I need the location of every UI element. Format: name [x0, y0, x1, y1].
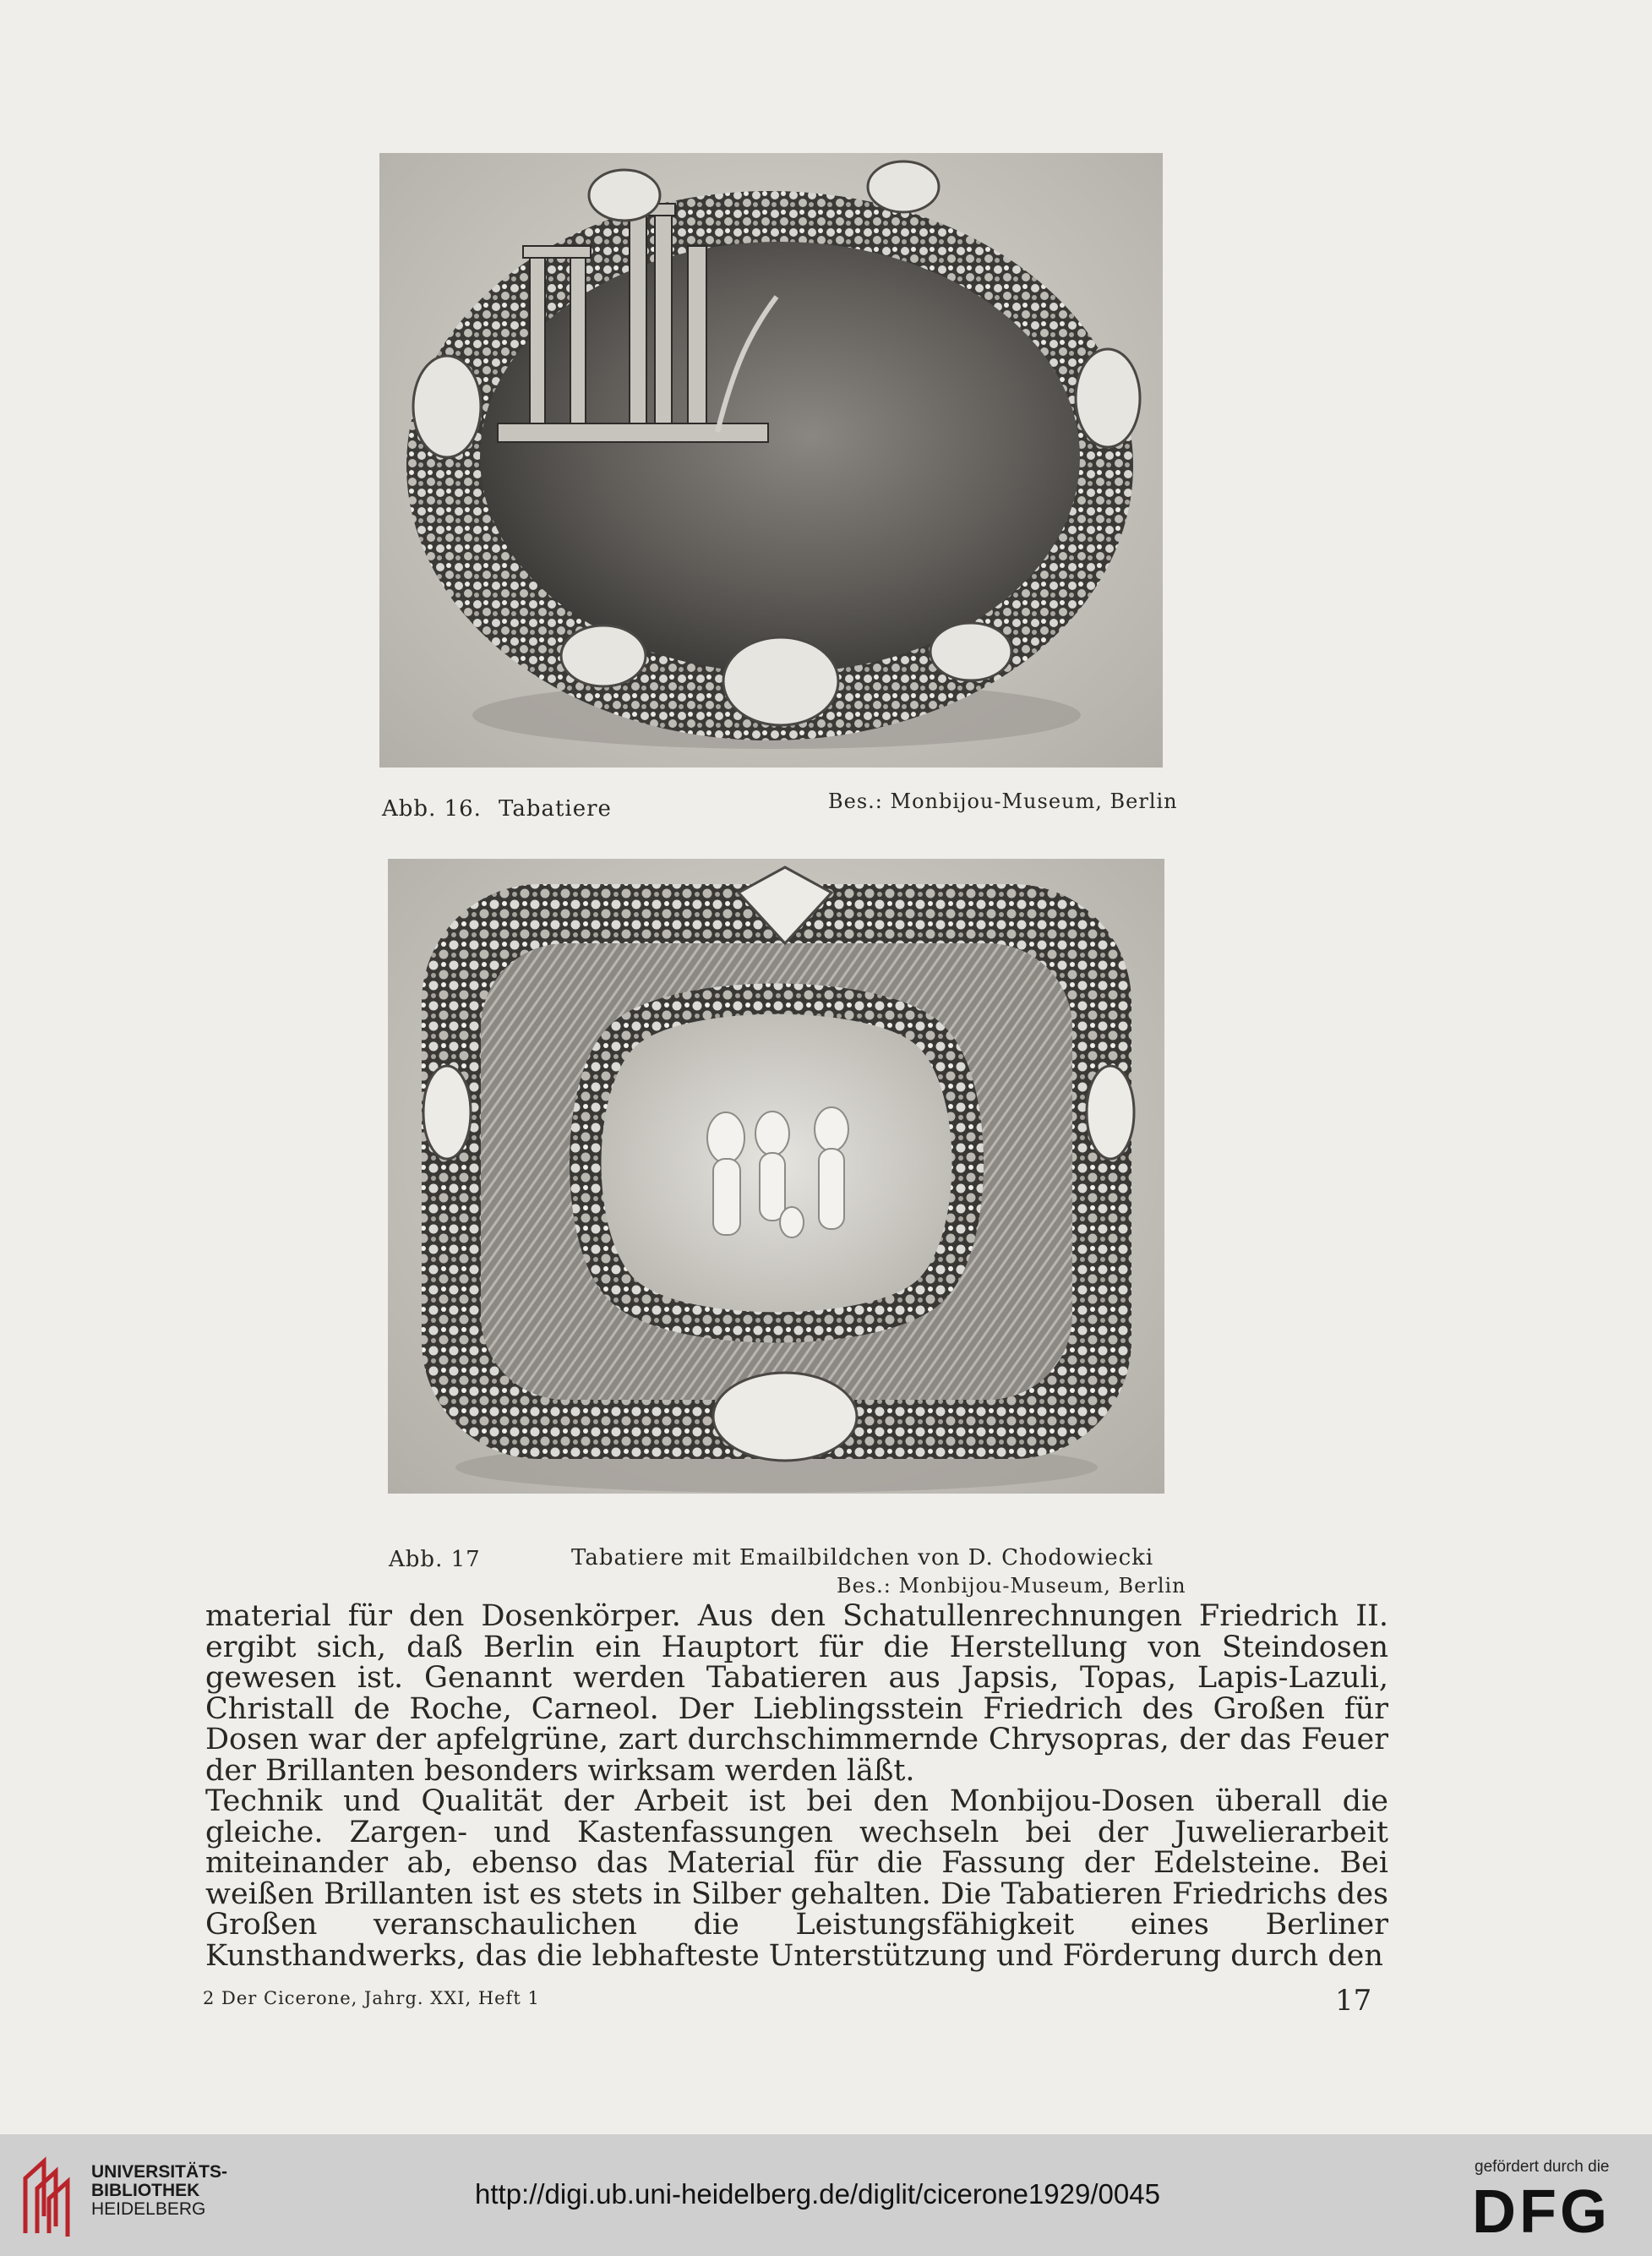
- figure-16-photo: [379, 153, 1163, 767]
- library-name: [91, 2163, 227, 2219]
- figure-17-owner: Bes.: Monbijou-Museum, Berlin: [837, 1574, 1186, 1598]
- library-name-line: UNIVERSITÄTS-: [91, 2162, 228, 2182]
- figure-16-label: Abb. 16.: [382, 796, 482, 822]
- paragraph: material für den Dosenkörper. Aus den Schatullenrechnungen Friedrich II. ergibt sich, daß Berlin ein Hauptort für die Herstellung von Steindosen gewesen ist. Genannt werden Tabatieren aus Japsis, Topas, Lapis-Lazuli, Christall de Roche, Carneol. Der Lieblingsstein Friedrich des Großen für Dosen war der apfelgrüne, zart durchschimmernde Chrysopras, der das Feuer der Brillanten besonders wirksam werden läßt.: [205, 1599, 1388, 1788]
- figure-16-title: Tabatiere: [499, 796, 612, 822]
- library-name-line: BIBLIOTHEK: [91, 2181, 200, 2200]
- page-number: 17: [1335, 1984, 1372, 2018]
- body-text: [205, 1601, 1388, 1971]
- tabatiere-chodowiecki-image: [388, 859, 1164, 1494]
- dfg-logo: DFG: [1472, 2178, 1611, 2246]
- digital-collection-url[interactable]: http://digi.ub.uni-heidelberg.de/diglit/cicerone1929/0045: [475, 2178, 1160, 2210]
- library-name-line: HEIDELBERG: [91, 2199, 206, 2219]
- digitization-banner: [0, 2134, 1652, 2256]
- figure-17-label: Abb. 17: [389, 1547, 481, 1572]
- funding-label: gefördert durch die: [1475, 2158, 1610, 2176]
- paragraph: Technik und Qualität der Arbeit ist bei den Monbijou-Dosen überall die gleiche. Zargen- und Kastenfassungen wechseln bei der Juwelierarbeit miteinander ab, ebenso das Material für die Fassung der Edelsteine. Bei weißen Brillanten ist es stets in Silber gehalten. Die Tabatieren Friedrichs des Großen veranschaulichen die Leistungsfähigkeit eines Berliner Kunsthandwerks, das die lebhafteste Unterstützung und Förderung durch den: [205, 1784, 1388, 1973]
- figure-17-photo: [388, 859, 1164, 1494]
- printer-signature: 2 Der Cicerone, Jahrg. XXI, Heft 1: [203, 1988, 540, 2008]
- university-library-logo-icon: [19, 2153, 85, 2237]
- figure-17-title: Tabatiere mit Emailbildchen von D. Chodowiecki: [571, 1545, 1154, 1570]
- tabatiere-oval-image: [379, 153, 1163, 767]
- figure-16-owner: Bes.: Monbijou-Museum, Berlin: [828, 789, 1178, 813]
